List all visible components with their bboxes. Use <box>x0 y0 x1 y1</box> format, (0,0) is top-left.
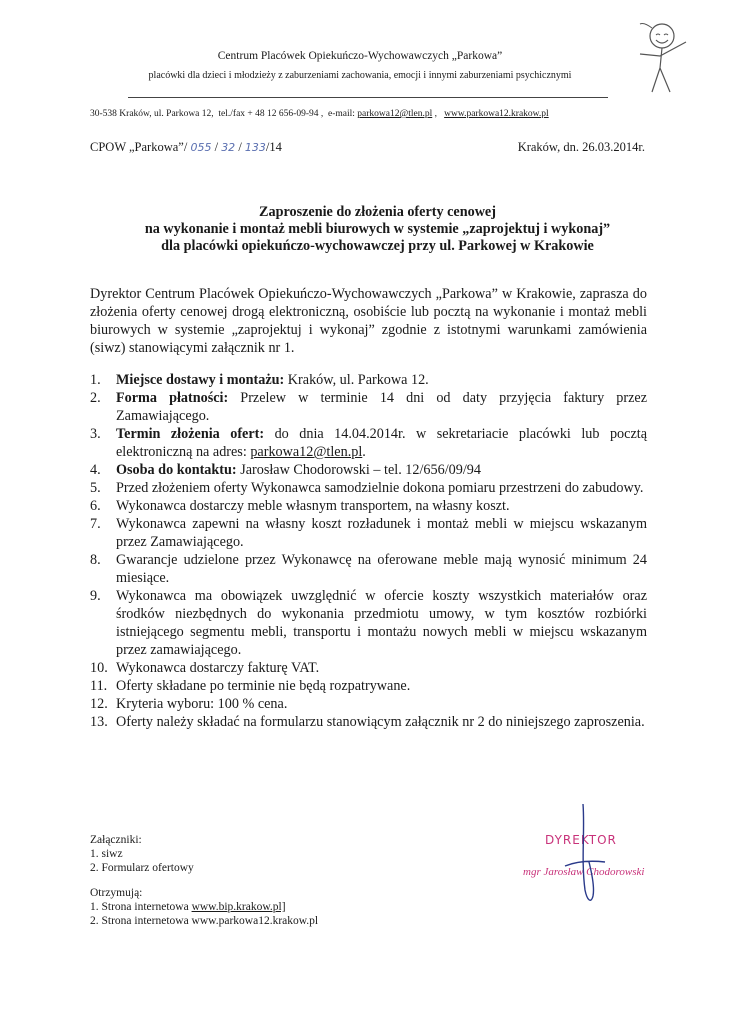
contact-line: 30-538 Kraków, ul. Parkowa 12, tel./fax + 48 12 656-09-94 , e-mail: parkowa12@tlen.pl , www.parkowa12.krakow.pl <box>90 109 549 119</box>
phone: tel./fax + 48 12 656-09-94 , <box>218 109 324 119</box>
list-item-text: Wykonawca dostarczy meble własnym transportem, na własny koszt. <box>116 498 510 514</box>
list-item-number: 7. <box>90 516 101 532</box>
reference-handwritten-3: 133 <box>244 141 266 154</box>
list-item-heading: Forma płatności: <box>116 390 229 406</box>
list-item-number: 5. <box>90 480 101 496</box>
list-item-number: 11. <box>90 678 108 694</box>
list-item-text: Kraków, ul. Parkowa 12. <box>284 372 429 388</box>
signature-icon <box>555 800 615 910</box>
list-item <box>90 695 647 713</box>
list-item-text: Oferty należy składać na formularzu stanowiącym załącznik nr 2 do niniejszego zaproszenia. <box>116 714 645 730</box>
list-item-text: Gwarancje udzielone przez Wykonawcę na oferowane meble mają wynosić minimum 24 miesiące. <box>116 552 647 586</box>
email-label: e-mail: <box>327 109 355 119</box>
title-line-1: Zaproszenie do złożenia oferty cenowej <box>259 204 496 220</box>
list-item <box>90 659 647 677</box>
list-item-heading: Miejsce dostawy i montażu: <box>116 372 285 388</box>
list-item-text: Przed złożeniem oferty Wykonawca samodzielnie dokona pomiaru przestrzeni do zabudowy. <box>116 480 644 496</box>
list-item-number: 8. <box>90 552 101 568</box>
list-item <box>90 515 647 551</box>
logo-icon <box>630 18 690 96</box>
list-item-text: Przelew w terminie 14 dni od daty przyjęcia faktury przez Zamawiającego. <box>116 390 648 424</box>
reference-handwritten-1: 055 <box>190 141 212 154</box>
reference-separator-1: / <box>214 140 219 154</box>
reference-number <box>90 140 282 155</box>
list-item <box>90 677 647 695</box>
conditions-list <box>90 371 647 731</box>
list-item-number: 2. <box>90 390 101 406</box>
reference-handwritten-2: 32 <box>221 141 236 154</box>
list-item-text: . <box>362 444 366 460</box>
list-item-text: Jarosław Chodorowski – tel. 12/656/09/94 <box>236 462 481 478</box>
list-item-number: 13. <box>90 714 108 730</box>
recipient-item <box>90 900 430 914</box>
list-item <box>90 551 647 587</box>
list-item-number: 10. <box>90 660 108 676</box>
list-item-number: 3. <box>90 426 101 442</box>
document-date: Kraków, dn. 26.03.2014r. <box>517 140 645 154</box>
document-title <box>90 204 665 255</box>
attachments-label: Załączniki: <box>90 834 142 846</box>
list-item-text: Wykonawca ma obowiązek uwzględnić w ofercie koszty wszystkich materiałów oraz środków niezbędnych do wykonania przedmiotu umowy, w tym kosztów rozbiórki istniejącego segmentu mebli, transportu i montażu nowych mebli w miejscu wskazanym przez zamawiającego. <box>116 588 647 658</box>
email-link[interactable]: parkowa12@tlen.pl <box>357 109 433 119</box>
title-line-2: na wykonanie i montaż mebli biurowych w systemie „zaprojektuj i wykonaj” <box>144 221 611 237</box>
recipients-block <box>90 886 430 928</box>
list-item-text: Wykonawca zapewni na własny koszt rozładunek i montaż mebli w miejscu wskazanym przez Zamawiającego. <box>116 516 647 550</box>
website-link[interactable]: www.parkowa12.krakow.pl <box>444 109 549 119</box>
list-item <box>90 425 647 461</box>
attachment-item: 1. siwz <box>90 848 123 860</box>
list-item <box>90 389 647 425</box>
stamp-name: mgr Jarosław Chodorowski <box>523 866 645 878</box>
reference-prefix: CPOW „Parkowa”/ <box>90 140 188 154</box>
list-item-heading: Osoba do kontaktu: <box>116 462 237 478</box>
recipient-1-link[interactable]: www.bip.krakow.pl] <box>191 901 286 913</box>
list-item <box>90 497 647 515</box>
intro-paragraph: Dyrektor Centrum Placówek Opiekuńczo-Wychowawczych „Parkowa” w Krakowie, zaprasza do złożenia oferty cenowej drogą elektroniczną, osobiście lub pocztą na wykonanie i montaż mebli biurowych w systemie „zaprojektuj i wykonaj” zgodnie z istotnymi warunkami zamówienia (siwz) stanowiącymi załącznik nr 1. <box>90 286 647 356</box>
list-item-number: 12. <box>90 696 108 712</box>
list-item-number: 6. <box>90 498 101 514</box>
list-item-text: do dnia 14.04.2014r. w sekretariacie placówki lub pocztą elektroniczną na adres: <box>116 426 647 460</box>
list-item <box>90 461 647 479</box>
list-item-number: 4. <box>90 462 101 478</box>
list-item <box>90 587 647 659</box>
recipients-label: Otrzymują: <box>90 887 143 899</box>
email-link[interactable]: parkowa12@tlen.pl <box>250 444 363 460</box>
list-item-number: 9. <box>90 588 101 604</box>
list-item-heading: Termin złożenia ofert: <box>116 426 265 442</box>
org-name: Centrum Placówek Opiekuńczo-Wychowawczych „Parkowa” <box>217 50 503 62</box>
list-item-number: 1. <box>90 372 101 388</box>
reference-suffix: /14 <box>265 140 282 154</box>
recipient-1-prefix: 1. Strona internetowa <box>90 901 192 913</box>
stamp-title: DYREKTOR <box>545 833 617 847</box>
reference-separator-2: / <box>238 140 242 154</box>
header-divider <box>128 97 608 98</box>
title-line-3: dla placówki opiekuńczo-wychowawczej przy ul. Parkowej w Krakowie <box>161 238 594 254</box>
list-item-text: Kryteria wyboru: 100 % cena. <box>116 696 288 712</box>
list-item <box>90 713 647 731</box>
list-item-text: Oferty składane po terminie nie będą rozpatrywane. <box>116 678 411 694</box>
recipient-item: 2. Strona internetowa www.parkowa12.krakow.pl <box>90 915 319 927</box>
attachments-block <box>90 833 410 875</box>
org-subtitle: placówki dla dzieci i młodzieży z zaburzeniami zachowania, emocji i innymi zaburzeniami psychicznymi <box>148 70 572 81</box>
attachment-item: 2. Formularz ofertowy <box>90 862 194 874</box>
address: 30-538 Kraków, ul. Parkowa 12, <box>90 109 214 119</box>
list-item <box>90 479 647 497</box>
list-item <box>90 371 647 389</box>
list-item-text: Wykonawca dostarczy fakturę VAT. <box>116 660 320 676</box>
